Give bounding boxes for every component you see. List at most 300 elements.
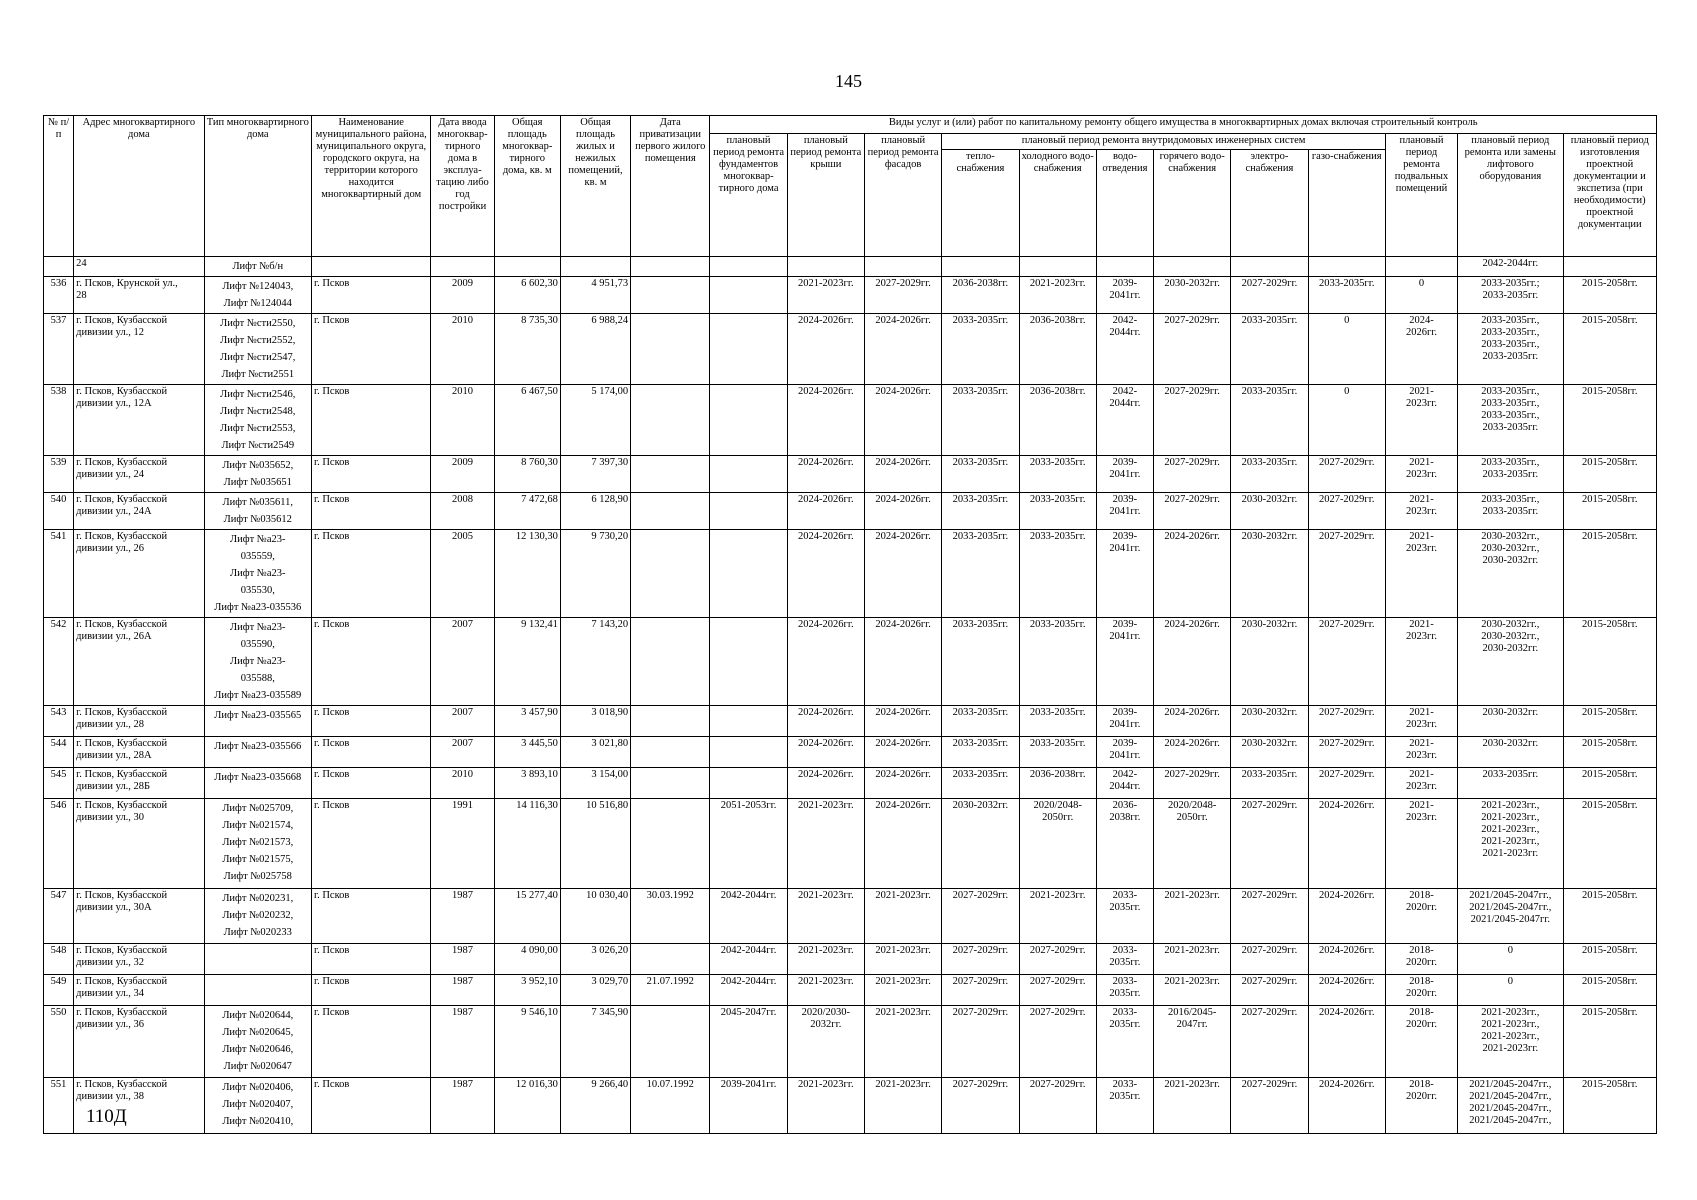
year-cell-text: 1987 [452,1079,474,1090]
roof-cell [787,1006,864,1078]
cold-water-cell [1019,1006,1096,1078]
electric-cell [1231,530,1308,618]
facades-cell [864,385,941,456]
living-area-cell [560,975,630,1006]
foundations-cell [710,1006,787,1078]
lift-list-cell [204,889,311,944]
roof-cell [787,618,864,706]
gas-cell-text: 2027-2029гг. [1318,707,1375,718]
roof-cell-text: 2021-2023гг. [798,945,854,956]
living-area-cell-text: 6 128,90 [591,494,629,505]
address-cell-line: г. Псков, Кузбасской [76,707,168,718]
drainage-cell [1096,889,1153,944]
table-row [44,456,1657,493]
city-cell [311,1078,430,1134]
roof-cell [787,889,864,944]
lift-period-cell [1458,706,1563,737]
lift-period-cell-line: 2021/2045-2047гг., [1469,1115,1552,1126]
heat-cell [942,277,1019,314]
hot-water-cell-text: 2021-2023гг. [1164,945,1220,956]
electric-cell [1231,889,1308,944]
cold-water-cell [1019,737,1096,768]
electric-cell [1231,257,1308,277]
facades-cell [864,737,941,768]
year-cell [431,768,494,799]
row-number-cell-text: 547 [50,890,67,901]
row-number-cell [44,1006,74,1078]
foundations-cell [710,530,787,618]
city-cell [311,1006,430,1078]
foundations-cell-text: 2039-2041гг. [720,1079,777,1090]
facades-cell [864,257,941,277]
gas-cell-text: 2027-2029гг. [1318,738,1375,749]
electric-cell [1231,618,1308,706]
cold-water-cell-text: 2033-2035гг. [1029,619,1086,630]
year-cell-text: 2008 [452,494,474,505]
address-cell-line: г. Псков, Кузбасской [76,945,168,956]
hot-water-cell [1154,799,1231,889]
foundations-cell [710,385,787,456]
design-cell [1563,737,1656,768]
drainage-cell [1096,975,1153,1006]
table-row [44,944,1657,975]
hot-water-cell [1154,314,1231,385]
basement-cell-text: 2021- 2023гг. [1405,738,1438,761]
foundations-cell [710,737,787,768]
lift-list-cell-line: Лифт №сти2553, [220,423,296,434]
electric-cell-text: 2033-2035гг. [1241,769,1298,780]
foundations-cell [710,889,787,944]
table-row [44,889,1657,944]
lift-list-cell-line: Лифт №020644, [222,1010,294,1021]
address-cell-line: г. Псков, Кузбасской [76,315,168,326]
row-number-cell-text: 538 [50,386,67,397]
address-cell-line: дивизии ул., 24 [76,469,145,480]
electric-cell [1231,314,1308,385]
living-area-cell [560,618,630,706]
gas-cell [1308,618,1385,706]
privatization-cell [631,1006,710,1078]
address-cell-line: 28 [76,290,87,301]
cold-water-cell-text: 2027-2029гг. [1029,976,1086,987]
total-area-cell [494,257,560,277]
total-area-cell-text: 3 893,10 [521,769,558,780]
lift-list-cell-line: Лифт №020231, [222,893,294,904]
cold-water-cell [1019,456,1096,493]
facades-cell-text: 2024-2026гг. [875,315,931,326]
table-row [44,737,1657,768]
year-cell [431,799,494,889]
address-cell-line: дивизии ул., 34 [76,988,145,999]
roof-cell [787,493,864,530]
design-cell-text: 2015-2058гг. [1581,707,1638,718]
electric-cell [1231,975,1308,1006]
basement-cell [1385,944,1457,975]
row-number-cell-text: 546 [50,800,67,811]
heat-cell [942,257,1019,277]
heat-cell-text: 2030-2032гг. [952,800,1009,811]
foundations-cell-text: 2042-2044гг. [720,976,777,987]
address-cell [74,385,204,456]
drainage-cell [1096,944,1153,975]
design-cell [1563,706,1656,737]
lift-period-cell-line: 2033-2035гг. [1482,290,1539,301]
lift-period-cell-line: 2021-2023гг., [1481,1007,1540,1018]
basement-cell-text: 2021- 2023гг. [1405,707,1438,730]
year-cell-text: 2010 [452,315,474,326]
gas-cell [1308,706,1385,737]
drainage-cell-text: 2033- 2035гг. [1109,945,1141,968]
drainage-cell [1096,737,1153,768]
heat-cell-text: 2027-2029гг. [952,945,1009,956]
roof-cell [787,257,864,277]
foundations-cell [710,768,787,799]
roof-cell [787,706,864,737]
lift-period-cell-line: 2030-2032гг., [1481,543,1540,554]
row-number-cell-text: 544 [50,738,67,749]
lift-period-cell-line: 0 [1507,945,1513,956]
hot-water-cell [1154,493,1231,530]
row-number-cell-text: 548 [50,945,67,956]
header-drainage: водо-отведения [1096,150,1153,257]
row-number-cell-text: 551 [50,1079,67,1090]
electric-cell-text: 2027-2029гг. [1241,1079,1298,1090]
roof-cell-text: 2024-2026гг. [798,769,854,780]
hot-water-cell [1154,257,1231,277]
lift-list-cell-line: Лифт №сти2546, [220,389,296,400]
roof-cell [787,737,864,768]
design-cell [1563,530,1656,618]
lift-period-cell-line: 2033-2035гг., [1481,386,1540,397]
cold-water-cell [1019,975,1096,1006]
hot-water-cell [1154,706,1231,737]
living-area-cell [560,1078,630,1134]
city-cell-text: г. Псков [313,1079,350,1090]
design-cell [1563,1078,1656,1134]
header-gas: газо-снабжения [1308,150,1385,257]
foundations-cell [710,1078,787,1134]
basement-cell [1385,737,1457,768]
address-cell-line: г. Псков, Кузбасской [76,531,168,542]
lift-list-cell-line: Лифт №025758 [223,871,292,882]
drainage-cell-text: 2039- 2041гг. [1109,619,1141,642]
cold-water-cell [1019,314,1096,385]
heat-cell [942,618,1019,706]
hot-water-cell-text: 2027-2029гг. [1164,457,1220,468]
header-facades: плановый период ремонта фасадов [864,134,941,257]
basement-cell [1385,706,1457,737]
roof-cell-text: 2021-2023гг. [798,1079,854,1090]
drainage-cell [1096,530,1153,618]
total-area-cell-text: 12 016,30 [515,1079,558,1090]
living-area-cell [560,737,630,768]
heat-cell [942,737,1019,768]
heat-cell-text: 2027-2029гг. [952,976,1009,987]
address-cell-line: г. Псков, Кузбасской [76,386,168,397]
cold-water-cell [1019,530,1096,618]
total-area-cell [494,314,560,385]
drainage-cell [1096,706,1153,737]
lift-period-cell-line: 2030-2032гг., [1481,531,1540,542]
living-area-cell [560,456,630,493]
total-area-cell [494,277,560,314]
hot-water-cell-text: 2021-2023гг. [1164,890,1220,901]
address-cell-line: дивизии ул., 38 [76,1091,145,1102]
year-cell-text: 2007 [452,619,474,630]
city-cell-text: г. Псков [313,945,350,956]
drainage-cell [1096,257,1153,277]
year-cell [431,530,494,618]
address-cell [74,799,204,889]
basement-cell-text: 2024- 2026гг. [1405,315,1438,338]
privatization-cell [631,706,710,737]
roof-cell [787,277,864,314]
lift-period-cell-line: 2021/2045-2047гг., [1469,1103,1552,1114]
total-area-cell [494,706,560,737]
hot-water-cell-text: 2016/2045- 2047гг. [1167,1007,1217,1030]
address-cell-line: г. Псков, Кузбасской [76,769,168,780]
cold-water-cell [1019,618,1096,706]
address-cell-line: дивизии ул., 28 [76,719,145,730]
facades-cell [864,706,941,737]
total-area-cell [494,799,560,889]
address-cell-line: дивизии ул., 32 [76,957,145,968]
lift-list-cell-line: Лифт №сти2552, [220,335,296,346]
facades-cell [864,1078,941,1134]
basement-cell [1385,456,1457,493]
address-cell [74,257,204,277]
address-cell-line: дивизии ул., 26А [76,631,152,642]
basement-cell-text: 0 [1418,278,1425,289]
foundations-cell [710,944,787,975]
lift-period-cell-line: 2033-2035гг. [1482,506,1539,517]
header-cold-water: холодного водо-снабжения [1019,150,1096,257]
gas-cell-text: 2024-2026гг. [1318,1079,1375,1090]
row-number-cell-text: 542 [50,619,67,630]
drainage-cell-text: 2039- 2041гг. [1109,278,1141,301]
privatization-cell [631,530,710,618]
electric-cell [1231,768,1308,799]
city-cell-text: г. Псков [313,890,350,901]
city-cell-text: г. Псков [313,1007,350,1018]
roof-cell-text: 2024-2026гг. [798,531,854,542]
gas-cell-text: 2033-2035гг. [1318,278,1375,289]
basement-cell-text: 2021- 2023гг. [1405,531,1438,554]
address-cell-line: дивизии ул., 36 [76,1019,145,1030]
header-design: плановый период изготовления проектной документации и экспетиза (при необходимости) проектной документации [1563,134,1656,257]
address-cell-line: дивизии ул., 12А [76,398,152,409]
lift-period-cell [1458,618,1563,706]
total-area-cell [494,530,560,618]
design-cell-text: 2015-2058гг. [1581,531,1638,542]
basement-cell-text: 2018- 2020гг. [1405,890,1438,913]
lift-period-cell-line: 2033-2035гг., [1481,315,1540,326]
foundations-cell [710,706,787,737]
living-area-cell [560,944,630,975]
electric-cell [1231,1006,1308,1078]
privatization-cell [631,768,710,799]
table-row [44,706,1657,737]
city-cell [311,737,430,768]
roof-cell-text: 2024-2026гг. [798,494,854,505]
electric-cell-text: 2030-2032гг. [1241,619,1298,630]
lift-list-cell-line: Лифт №а23-035536 [214,602,302,613]
roof-cell-text: 2021-2023гг. [798,890,854,901]
address-cell-line: г. Псков, Кузбасской [76,619,168,630]
electric-cell [1231,799,1308,889]
lift-list-cell-line: Лифт №021575, [222,854,294,865]
city-cell [311,314,430,385]
total-area-cell [494,1006,560,1078]
electric-cell-text: 2033-2035гг. [1241,457,1298,468]
living-area-cell [560,257,630,277]
hot-water-cell-text: 2024-2026гг. [1164,619,1220,630]
heat-cell [942,385,1019,456]
privatization-cell [631,1078,710,1134]
year-cell [431,706,494,737]
hot-water-cell [1154,1078,1231,1134]
table-row [44,1006,1657,1078]
lift-list-cell [204,1078,311,1134]
capital-repair-table [43,115,1657,1134]
lift-list-cell-line: Лифт №124043, [222,281,294,292]
basement-cell-text: 2021- 2023гг. [1405,494,1438,517]
roof-cell-text: 2021-2023гг. [798,800,854,811]
cold-water-cell [1019,889,1096,944]
row-number-cell [44,277,74,314]
design-cell [1563,456,1656,493]
year-cell-text: 2010 [452,386,474,397]
drainage-cell [1096,493,1153,530]
gas-cell [1308,1078,1385,1134]
lift-list-cell-line: Лифт №035651 [223,477,292,488]
header-type: Тип многоквартирного дома [204,116,311,257]
lift-list-cell-line: Лифт №сти2551 [221,369,295,380]
basement-cell [1385,385,1457,456]
lift-period-cell-line: 2033-2035гг.; [1481,278,1540,289]
total-area-cell-text: 3 457,90 [521,707,558,718]
living-area-cell [560,277,630,314]
lift-list-cell-line: 035530, [240,585,275,596]
privatization-cell [631,618,710,706]
address-cell-line: дивизии ул., 30А [76,902,152,913]
year-cell-text: 2009 [452,457,474,468]
basement-cell-text: 2021- 2023гг. [1405,619,1438,642]
gas-cell [1308,493,1385,530]
heat-cell [942,975,1019,1006]
living-area-cell-text: 3 154,00 [591,769,629,780]
year-cell-text: 2009 [452,278,474,289]
facades-cell-text: 2024-2026гг. [875,494,931,505]
electric-cell [1231,1078,1308,1134]
foundations-cell [710,493,787,530]
heat-cell-text: 2033-2035гг. [952,769,1009,780]
row-number-cell-text: 539 [50,457,67,468]
lift-period-cell-line: 2021-2023гг., [1481,836,1540,847]
electric-cell-text: 2030-2032гг. [1241,707,1298,718]
basement-cell [1385,975,1457,1006]
lift-period-cell-line: 2033-2035гг., [1481,339,1540,350]
design-cell [1563,493,1656,530]
row-number-cell [44,706,74,737]
lift-period-cell [1458,257,1563,277]
lift-list-cell-line: Лифт №035612 [223,514,292,525]
address-cell [74,530,204,618]
gas-cell [1308,314,1385,385]
lift-list-cell [204,737,311,768]
heat-cell [942,530,1019,618]
address-cell [74,456,204,493]
hot-water-cell [1154,889,1231,944]
gas-cell [1308,975,1385,1006]
total-area-cell [494,456,560,493]
lift-list-cell-line: Лифт №а23-035565 [214,710,302,721]
header-commission-date: Дата ввода многоквар-тирного дома в эксплуа-тацию либо год постройки [431,116,494,257]
electric-cell [1231,737,1308,768]
gas-cell [1308,737,1385,768]
total-area-cell [494,975,560,1006]
cold-water-cell [1019,706,1096,737]
basement-cell [1385,889,1457,944]
lift-period-cell-line: 2021/2045-2047гг., [1469,902,1552,913]
living-area-cell-text: 3 029,70 [591,976,629,987]
lift-period-cell-line: 2030-2032гг., [1481,619,1540,630]
lift-period-cell-line: 2033-2035гг. [1482,351,1539,362]
city-cell [311,975,430,1006]
row-number-cell [44,1078,74,1134]
drainage-cell [1096,456,1153,493]
cold-water-cell-text: 2021-2023гг. [1029,278,1086,289]
row-number-cell [44,944,74,975]
lift-list-cell-line: Лифт №сти2547, [220,352,296,363]
gas-cell-text: 2024-2026гг. [1318,976,1375,987]
drainage-cell [1096,768,1153,799]
year-cell [431,975,494,1006]
lift-period-cell-line: 2021-2023гг. [1482,848,1539,859]
privatization-cell [631,889,710,944]
heat-cell [942,314,1019,385]
address-cell [74,277,204,314]
design-cell [1563,799,1656,889]
design-cell-text: 2015-2058гг. [1581,315,1638,326]
lift-list-cell-line: Лифт №020232, [222,910,294,921]
header-address: Адрес многоквартирного дома [74,116,204,257]
lift-period-cell-line: 2033-2035гг., [1481,457,1540,468]
city-cell-text: г. Псков [313,386,350,397]
facades-cell [864,530,941,618]
privatization-cell-text: 21.07.1992 [646,976,694,987]
roof-cell [787,530,864,618]
basement-cell-text: 2018- 2020гг. [1405,1079,1438,1102]
living-area-cell [560,385,630,456]
lift-list-cell [204,456,311,493]
roof-cell-text: 2021-2023гг. [798,976,854,987]
hot-water-cell-text: 2021-2023гг. [1164,1079,1220,1090]
total-area-cell [494,768,560,799]
design-cell-text: 2015-2058гг. [1581,278,1638,289]
city-cell [311,706,430,737]
heat-cell-text: 2033-2035гг. [952,386,1009,397]
lift-period-cell [1458,530,1563,618]
heat-cell-text: 2033-2035гг. [952,315,1009,326]
gas-cell [1308,257,1385,277]
facades-cell-text: 2024-2026гг. [875,531,931,542]
facades-cell [864,975,941,1006]
year-cell-text: 1991 [452,800,474,811]
year-cell-text: 1987 [452,945,474,956]
drainage-cell [1096,618,1153,706]
year-cell [431,493,494,530]
